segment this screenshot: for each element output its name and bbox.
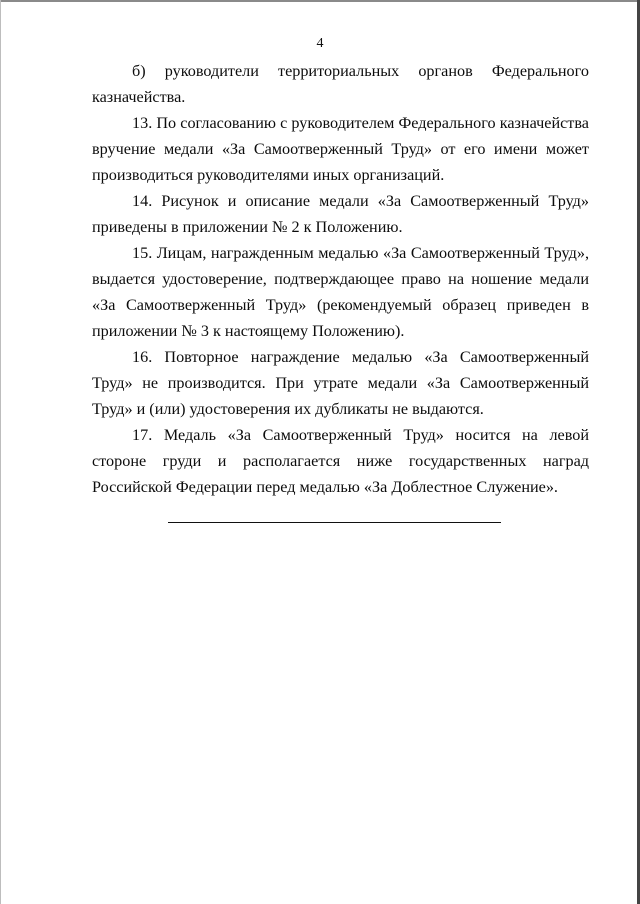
scan-edge-top — [0, 0, 640, 2]
document-body — [92, 58, 589, 500]
paragraph-13: 13. По согласованию с руководителем Федерального казначейства вручение медали «За Самоотверженный Труд» от его имени может производиться руководителями иных организаций. — [92, 114, 589, 184]
paragraph-item-b: б) руководители территориальных органов Федерального казначейства. — [92, 62, 589, 106]
page-number: 4 — [316, 36, 324, 51]
end-of-text-rule — [168, 522, 501, 523]
paragraph-16: 16. Повторное награждение медалью «За Самоотверженный Труд» не производится. При утрате медали «За Самоотверженный Труд» и (или) удостоверения их дубликаты не выдаются. — [92, 348, 589, 418]
paragraph-14: 14. Рисунок и описание медали «За Самоотверженный Труд» приведены в приложении № 2 к Положению. — [92, 192, 589, 236]
scan-edge-left — [0, 0, 1, 904]
paragraph-17: 17. Медаль «За Самоотверженный Труд» носится на левой стороне груди и располагается ниже государственных наград Российской Федерации перед медалью «За Доблестное Служение». — [92, 426, 589, 496]
paragraph-15: 15. Лицам, награжденным медалью «За Самоотверженный Труд», выдается удостоверение, подтверждающее право на ношение медали «За Самоотверженный Труд» (рекомендуемый образец приведен в приложении № 3 к настоящему Положению). — [92, 244, 589, 340]
